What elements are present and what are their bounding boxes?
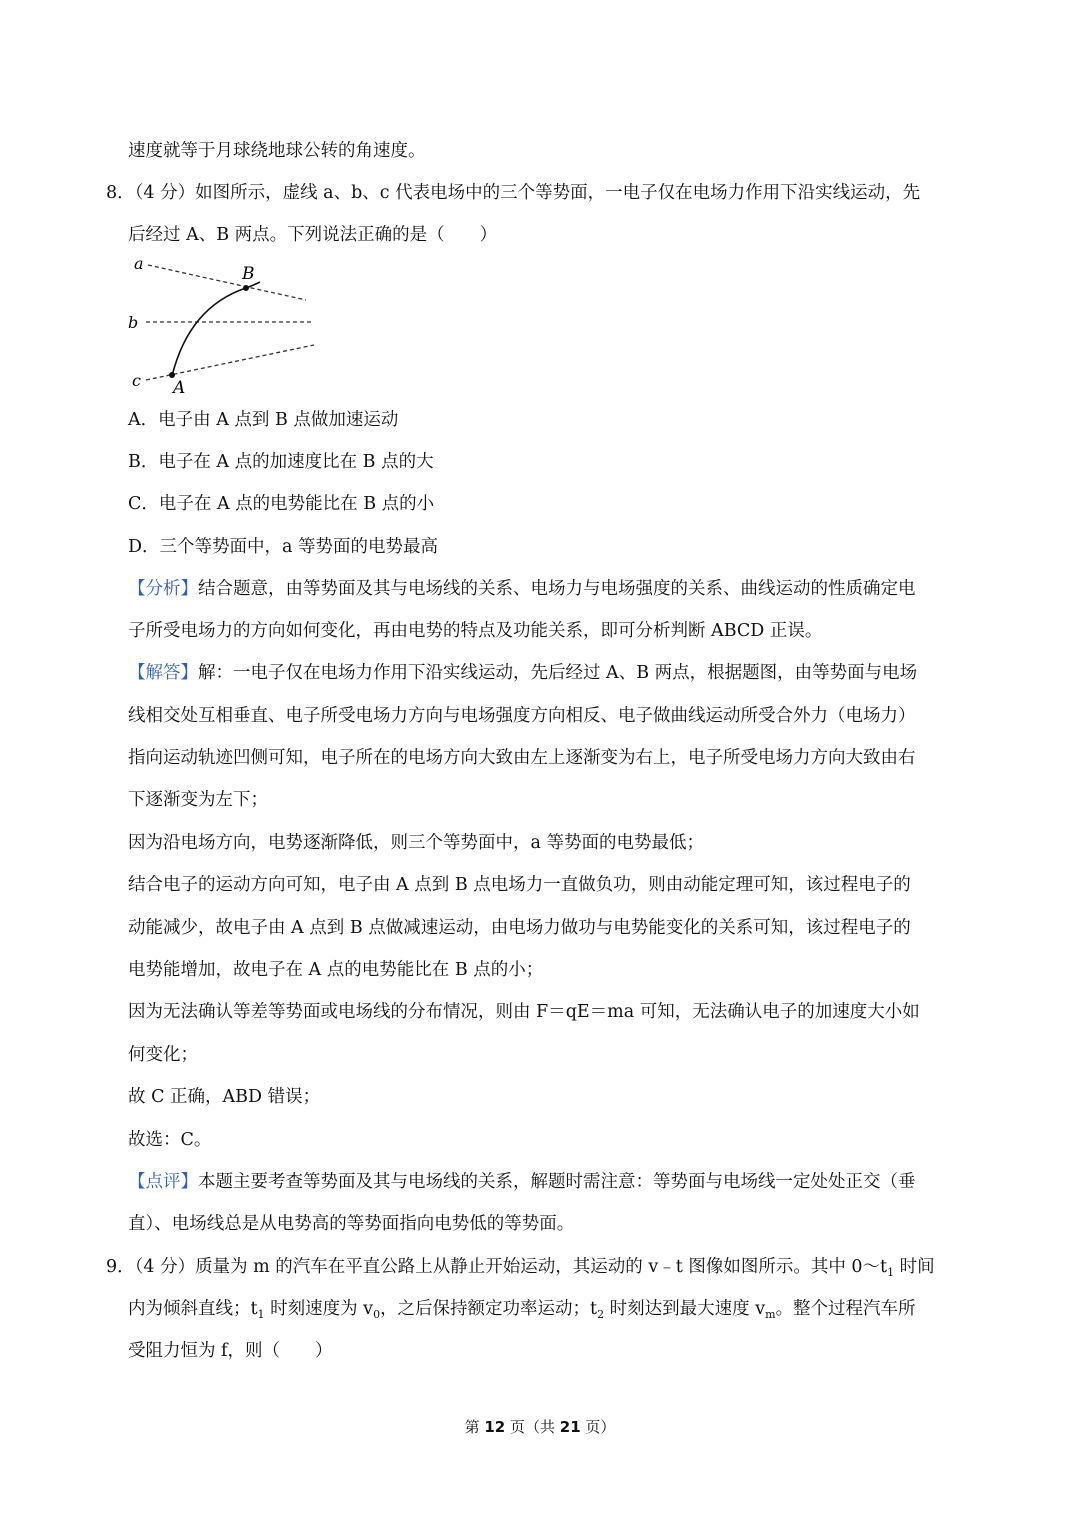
equipotential-figure (128, 252, 328, 397)
equipotential-a (148, 265, 306, 300)
solution-line: 线相交处互相垂直、电子所受电场力方向与电场强度方向相反、电子做曲线运动所受合外力（电场力） (128, 706, 916, 726)
comment-line-2: 直）、电场线总是从电势高的等势面指向电势低的等势面。 (128, 1214, 575, 1234)
label-c: c (132, 371, 141, 390)
solution-line: 电势能增加，故电子在 A 点的电势能比在 B 点的小； (128, 960, 544, 980)
electron-trajectory (172, 282, 260, 376)
continuation-line: 速度就等于月球绕地球公转的角速度。 (128, 141, 426, 161)
solution-answer: 故选：C。 (128, 1130, 212, 1150)
solution-tag: 【解答】 (128, 663, 198, 683)
solution-line: 下逐渐变为左下； (128, 790, 268, 810)
label-b: b (128, 313, 139, 332)
solution-line: 结合电子的运动方向可知，电子由 A 点到 B 点电场力一直做负功，则由动能定理可知，该过程电子的 (128, 875, 911, 895)
solution-line: 何变化； (128, 1045, 198, 1065)
question-8-stem-cont: 后经过 A、B 两点。下列说法正确的是（ ） (128, 225, 498, 245)
label-point-b: B (242, 264, 255, 284)
comment-tag: 【点评】 (128, 1172, 198, 1192)
analysis-line-1 (128, 577, 916, 601)
page-total: 21 (559, 1418, 581, 1436)
label-a: a (134, 254, 144, 273)
page-number: 12 (484, 1418, 506, 1436)
solution-line: 因为无法确认等差等势面或电场线的分布情况，则由 F＝qE＝ma 可知，无法确认电子的加速度大小如 (128, 1002, 920, 1022)
solution-line: 故 C 正确，ABD 错误； (128, 1087, 321, 1107)
analysis-line-2: 子所受电场力的方向如何变化，再由电势的特点及功能关系，即可分析判断 ABCD 正误。 (128, 621, 823, 641)
analysis-tag: 【分析】 (128, 579, 198, 599)
label-point-a: A (173, 378, 186, 397)
solution-text: 解：一电子仅在电场力作用下沿实线运动，先后经过 A、B 两点，根据题图，由等势面与电场 (198, 663, 918, 683)
option-c: C．电子在 A 点的电势能比在 B 点的小 (128, 494, 435, 514)
comment-text: 本题主要考查等势面及其与电场线的关系，解题时需注意：等势面与电场线一定处处正交（垂 (198, 1172, 916, 1192)
point-b-dot (243, 285, 249, 291)
solution-line: 因为沿电场方向，电势逐渐降低，则三个等势面中，a 等势面的电势最低； (128, 833, 704, 853)
option-d: D．三个等势面中，a 等势面的电势最高 (128, 537, 439, 557)
solution-line-1 (128, 661, 917, 685)
comment-line-1 (128, 1170, 916, 1194)
option-a: A．电子由 A 点到 B 点做加速运动 (128, 410, 399, 430)
analysis-text: 结合题意，由等势面及其与电场线的关系、电场力与电场强度的关系、曲线运动的性质确定电 (198, 579, 916, 599)
solution-line: 动能减少，故电子由 A 点到 B 点做减速运动，由电场力做功与电势能变化的关系可知，该过程电子的 (128, 918, 911, 938)
question-9-line-2: 内为倾斜直线；$t_1$ 时刻速度为 $v_0$，之后保持额定功率运动；$t_2$ 时刻达到最大速度 $v_m$。整个过程汽车所 (128, 1299, 916, 1321)
question-9-line-1: 9．（4 分）质量为 m 的汽车在平直公路上从静止开始运动，其运动的 v﹣t 图像如图所示。其中 $0\sim t_1$ 时间 (106, 1257, 935, 1279)
question-9-line-3: 受阻力恒为 f，则（ ） (128, 1341, 333, 1361)
question-8-stem: 8．（4 分）如图所示，虚线 a、b、c 代表电场中的三个等势面，一电子仅在电场力作用下沿实线运动，先 (106, 183, 921, 203)
solution-line: 指向运动轨迹凹侧可知，电子所在的电场方向大致由左上逐渐变为右上，电子所受电场力方向大致由右 (128, 748, 916, 768)
option-b: B．电子在 A 点的加速度比在 B 点的大 (128, 452, 434, 472)
page-footer: 第 12 页（共 21 页） (464, 1418, 616, 1436)
